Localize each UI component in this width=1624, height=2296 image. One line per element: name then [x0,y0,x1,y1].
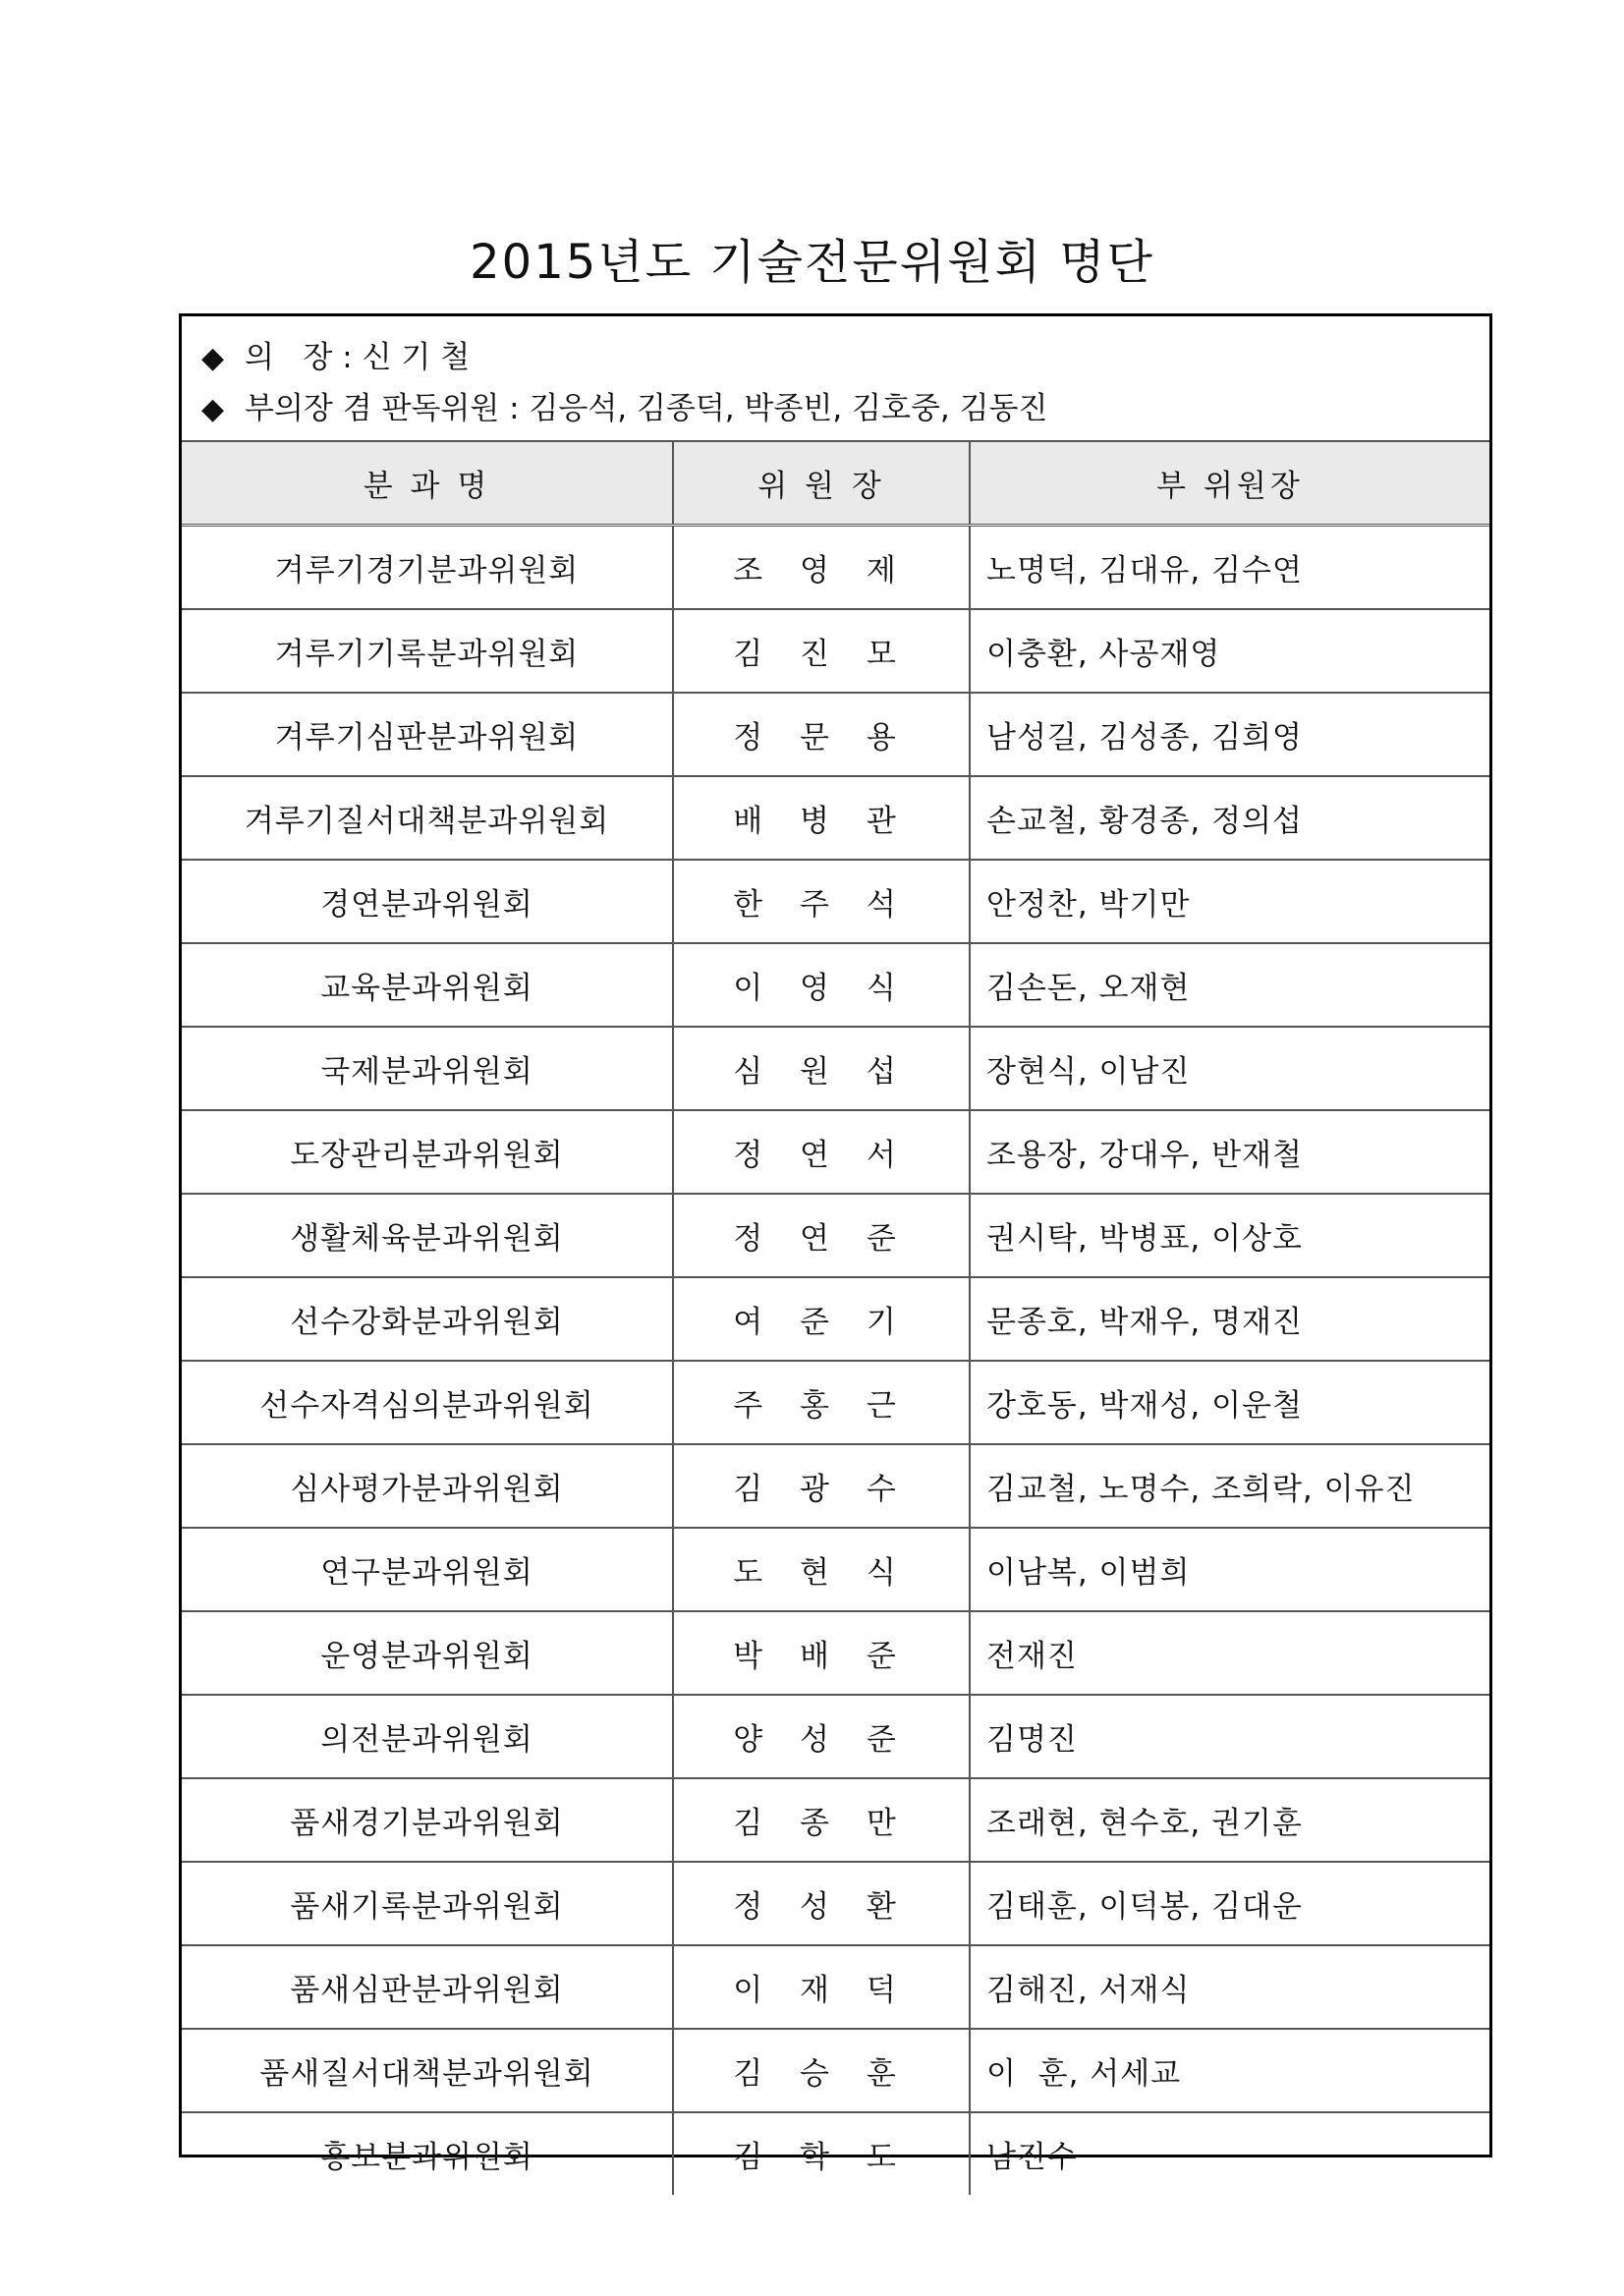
officers-section [182,316,1489,442]
chair-cell: 정 문 용 [673,693,970,776]
table-row [182,2029,1489,2112]
vice-chair-cell: 이충환, 사공재영 [970,609,1489,693]
committee-name-cell: 연구분과위원회 [182,1528,673,1611]
vice-chair-line [201,383,1489,434]
chair-cell: 조 영 제 [673,526,970,610]
chair-cell: 이 영 식 [673,943,970,1027]
chair-cell: 주 홍 근 [673,1361,970,1444]
table-row [182,1862,1489,1945]
committee-name-cell: 교육분과위원회 [182,943,673,1027]
chair-cell: 배 병 관 [673,776,970,860]
chair-cell: 김 종 만 [673,1778,970,1862]
vice-chair-cell: 조래현, 현수호, 권기훈 [970,1778,1489,1862]
vice-chair-cell: 이 훈, 서세교 [970,2029,1489,2112]
chair-cell: 김 학 도 [673,2112,970,2195]
committee-name-cell: 생활체육분과위원회 [182,1194,673,1277]
diamond-bullet-icon: ◆ [201,341,225,375]
vice-chair-cell: 김태훈, 이덕봉, 김대운 [970,1862,1489,1945]
diamond-bullet-icon: ◆ [201,392,225,426]
vice-chair-cell: 김교철, 노명수, 조희락, 이유진 [970,1444,1489,1528]
vice-chair-cell: 조용장, 강대우, 반재철 [970,1110,1489,1194]
committee-name-cell: 운영분과위원회 [182,1611,673,1695]
table-row [182,1695,1489,1778]
chair-cell: 정 연 준 [673,1194,970,1277]
committee-name-cell: 선수자격심의분과위원회 [182,1361,673,1444]
vice-chair-text: 부의장 겸 판독위원 : 김응석, 김종덕, 박종빈, 김호중, 김동진 [245,391,1048,426]
table-row [182,860,1489,943]
vice-chair-cell: 남성길, 김성종, 김희영 [970,693,1489,776]
table-row [182,1027,1489,1110]
committee-name-cell: 겨루기심판분과위원회 [182,693,673,776]
committee-name-cell: 품새심판분과위원회 [182,1945,673,2029]
table-row [182,1528,1489,1611]
committee-name-cell: 경연분과위원회 [182,860,673,943]
committee-name-cell: 심사평가분과위원회 [182,1444,673,1528]
column-header-chair: 위 원 장 [673,442,970,526]
chair-cell: 김 광 수 [673,1444,970,1528]
table-header-row [182,442,1489,526]
committee-table [182,442,1489,2195]
chair-cell: 김 진 모 [673,609,970,693]
committee-name-cell: 도장관리분과위원회 [182,1110,673,1194]
table-row [182,693,1489,776]
vice-chair-cell: 전재진 [970,1611,1489,1695]
table-row [182,1194,1489,1277]
committee-name-cell: 의전분과위원회 [182,1695,673,1778]
table-row [182,526,1489,610]
table-row [182,1611,1489,1695]
chair-cell: 양 성 준 [673,1695,970,1778]
table-row [182,1444,1489,1528]
vice-chair-cell: 문종호, 박재우, 명재진 [970,1277,1489,1361]
committee-name-cell: 품새경기분과위원회 [182,1778,673,1862]
vice-chair-cell: 김손돈, 오재현 [970,943,1489,1027]
vice-chair-cell: 안정찬, 박기만 [970,860,1489,943]
chair-text: 의 장 : 신 기 철 [245,340,471,375]
chair-cell: 여 준 기 [673,1277,970,1361]
committee-name-cell: 겨루기경기분과위원회 [182,526,673,610]
table-row [182,1110,1489,1194]
chair-cell: 도 현 식 [673,1528,970,1611]
chair-cell: 박 배 준 [673,1611,970,1695]
committee-name-cell: 선수강화분과위원회 [182,1277,673,1361]
chair-cell: 정 연 서 [673,1110,970,1194]
committee-name-cell: 품새질서대책분과위원회 [182,2029,673,2112]
table-row [182,1361,1489,1444]
vice-chair-cell: 권시탁, 박병표, 이상호 [970,1194,1489,1277]
vice-chair-cell: 노명덕, 김대유, 김수연 [970,526,1489,610]
table-row [182,2112,1489,2195]
vice-chair-cell: 장현식, 이남진 [970,1027,1489,1110]
table-row [182,1945,1489,2029]
table-row [182,776,1489,860]
column-header-vice-chair: 부 위원장 [970,442,1489,526]
table-row [182,943,1489,1027]
table-row [182,609,1489,693]
committee-name-cell: 겨루기질서대책분과위원회 [182,776,673,860]
vice-chair-cell: 김명진 [970,1695,1489,1778]
chair-cell: 김 승 훈 [673,2029,970,2112]
vice-chair-cell: 남진수 [970,2112,1489,2195]
table-row [182,1778,1489,1862]
chair-cell: 이 재 덕 [673,1945,970,2029]
vice-chair-cell: 강호동, 박재성, 이운철 [970,1361,1489,1444]
column-header-committee: 분 과 명 [182,442,673,526]
vice-chair-cell: 손교철, 황경종, 정의섭 [970,776,1489,860]
vice-chair-cell: 이남복, 이범희 [970,1528,1489,1611]
chair-cell: 한 주 석 [673,860,970,943]
chair-cell: 정 성 환 [673,1862,970,1945]
chair-line [201,332,1489,383]
committee-name-cell: 국제분과위원회 [182,1027,673,1110]
table-row [182,1277,1489,1361]
committee-name-cell: 홍보분과위원회 [320,2140,533,2175]
roster-frame [179,313,1492,2175]
chair-cell: 심 원 섭 [673,1027,970,1110]
committee-name-cell: 품새기록분과위원회 [182,1862,673,1945]
vice-chair-cell: 김해진, 서재식 [970,1945,1489,2029]
page-title: 2015년도 기술전문위원회 명단 [470,235,1154,290]
committee-name-cell: 겨루기기록분과위원회 [182,609,673,693]
